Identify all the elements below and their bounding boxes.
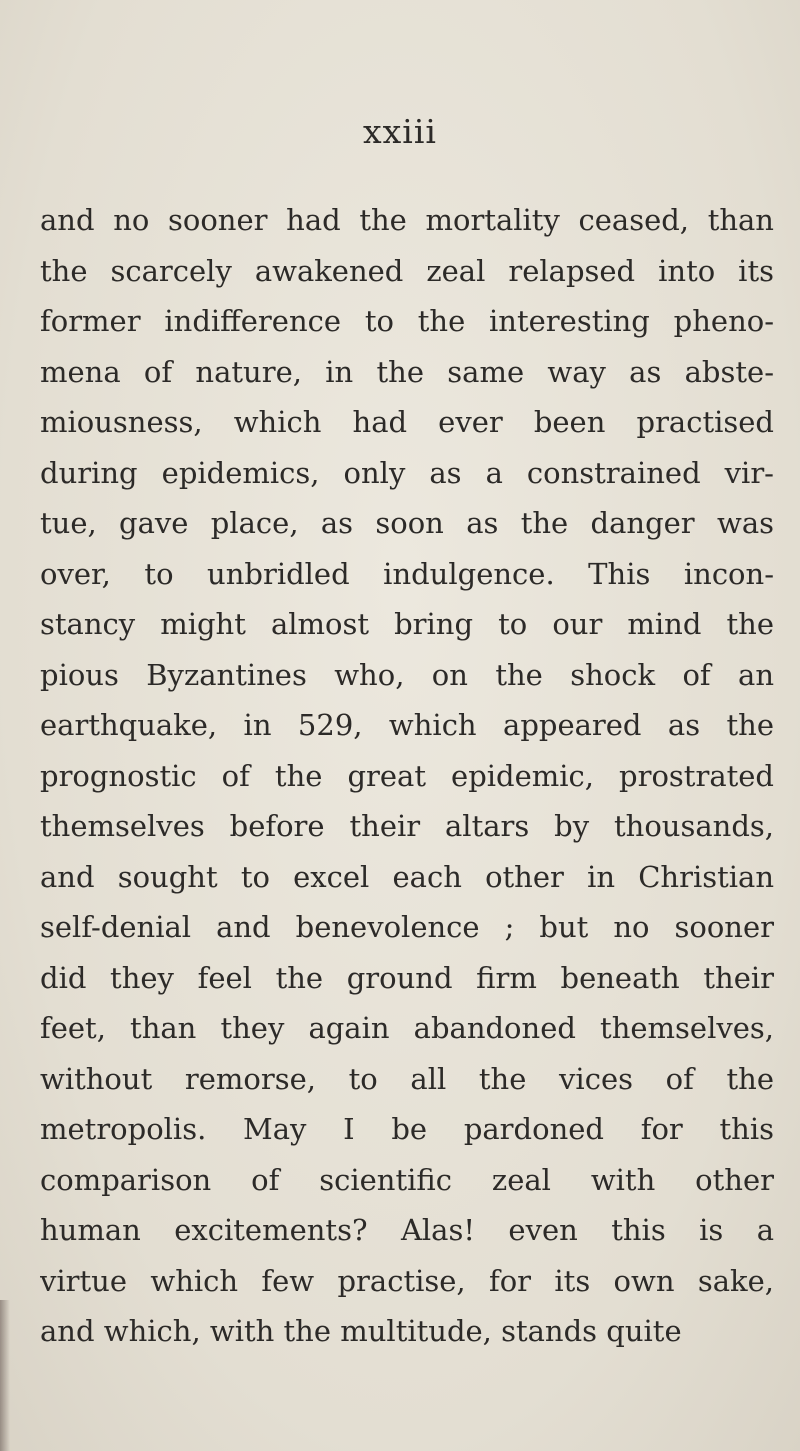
- text-line: mena of nature, in the same way as abste-: [40, 354, 774, 389]
- text-line: feet, than they again abandoned themselves,: [40, 1011, 774, 1045]
- text-line: themselves before their altars by thousands,: [40, 809, 774, 843]
- text-line: without remorse, to all the vices of the: [40, 1061, 774, 1096]
- text-line: self-denial and benevolence ; but no sooner: [40, 910, 774, 944]
- text-line: virtue which few practise, for its own sake,: [40, 1263, 774, 1298]
- text-line: prognostic of the great epidemic, prostrated: [40, 758, 774, 793]
- text-line: tue, gave place, as soon as the danger was: [40, 506, 774, 540]
- text-line: former indifference to the interesting pheno-: [40, 304, 774, 338]
- text-line: stancy might almost bring to our mind the: [40, 607, 774, 641]
- text-line: metropolis. May I be pardoned for this: [40, 1112, 774, 1146]
- page-edge-shadow: [0, 1300, 10, 1451]
- body-text: [40, 195, 774, 1357]
- text-line: did they feel the ground firm beneath their: [40, 960, 774, 995]
- text-line: during epidemics, only as a constrained vir-: [40, 455, 774, 490]
- page-number: xxiii: [363, 112, 437, 151]
- text-line: and which, with the multitude, stands quite: [40, 1314, 682, 1348]
- text-line: miousness, which had ever been practised: [40, 405, 774, 439]
- text-line: and no sooner had the mortality ceased, than: [40, 203, 774, 237]
- text-line: pious Byzantines who, on the shock of an: [40, 657, 774, 692]
- text-line: over, to unbridled indulgence. This incon-: [40, 556, 774, 591]
- text-line: human excitements? Alas! even this is a: [40, 1213, 774, 1247]
- text-line: comparison of scientific zeal with other: [40, 1162, 774, 1197]
- text-line: and sought to excel each other in Christian: [40, 859, 774, 894]
- text-line: the scarcely awakened zeal relapsed into its: [40, 253, 774, 288]
- text-line: earthquake, in 529, which appeared as the: [40, 708, 774, 742]
